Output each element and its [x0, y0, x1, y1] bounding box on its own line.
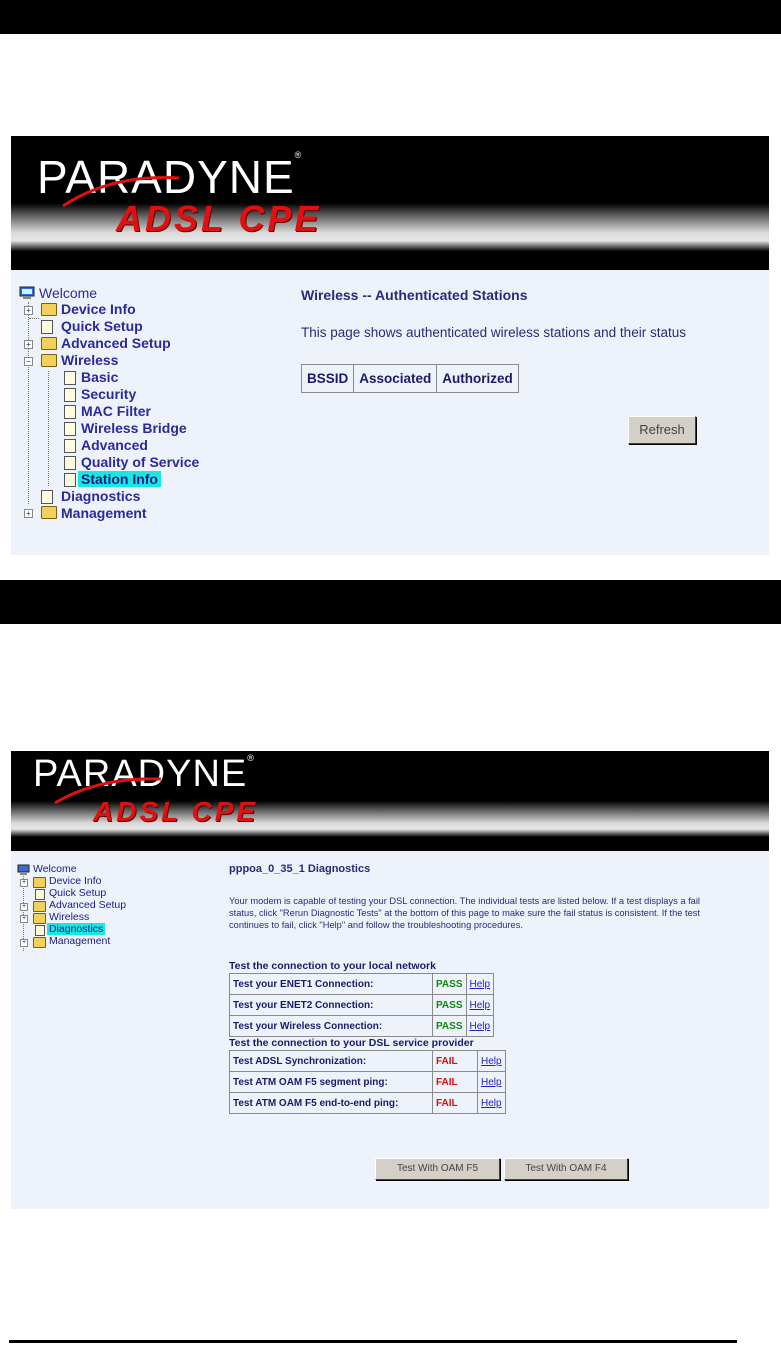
test-name: Test ATM OAM F5 end-to-end ping:: [230, 1093, 433, 1114]
document-icon: [64, 473, 76, 487]
document-icon: [64, 388, 76, 402]
content-panel: [11, 270, 769, 555]
banner: [11, 136, 769, 270]
header-black-bar: [0, 0, 781, 34]
table-row: [230, 995, 494, 1016]
test-name: Test ADSL Synchronization:: [230, 1051, 433, 1072]
expand-icon[interactable]: +: [21, 879, 27, 886]
tree-item-device-info[interactable]: Device Info: [61, 301, 136, 317]
expand-icon[interactable]: +: [21, 915, 27, 922]
expand-icon[interactable]: +: [21, 903, 27, 910]
section-black-bar: [0, 580, 781, 624]
test-oam-f5-button[interactable]: Test With OAM F5: [375, 1158, 500, 1180]
tree-item-security[interactable]: Security: [81, 386, 137, 402]
table-row: [230, 1093, 506, 1114]
description-line: continues to fail, click "Help" and follow the troubleshooting procedures.: [229, 920, 523, 930]
description-line: Your modem is capable of testing your DSL connection. The individual tests are listed below. If a test displays a fail: [229, 896, 700, 906]
brand-logo: PARADYNE®: [37, 150, 303, 203]
dsl-provider-heading: Test the connection to your DSL service provider: [229, 1037, 474, 1049]
tree-item-management[interactable]: Management: [49, 935, 111, 947]
document-icon: [41, 490, 53, 504]
collapse-icon[interactable]: −: [24, 357, 33, 366]
table-row: [230, 1016, 494, 1037]
help-link[interactable]: Help: [478, 1072, 506, 1093]
tree-item-quick-setup[interactable]: Quick Setup: [61, 318, 143, 334]
local-network-heading: Test the connection to your local network: [229, 960, 436, 972]
test-name: Test your ENET1 Connection:: [230, 974, 433, 995]
tree-item-management[interactable]: Management: [61, 505, 147, 521]
page-description: This page shows authenticated wireless stations and their status: [301, 325, 686, 340]
product-logo: ADSL CPE: [116, 198, 322, 239]
folder-icon: [41, 337, 57, 350]
tree-item-station-info[interactable]: Station Info: [78, 471, 161, 487]
tree-item-device-info[interactable]: Device Info: [49, 875, 102, 887]
test-name: Test your ENET2 Connection:: [230, 995, 433, 1016]
tree-item-quality-of-service[interactable]: Quality of Service: [81, 454, 200, 470]
table-row: [230, 974, 494, 995]
page-description: [229, 895, 765, 931]
help-link[interactable]: Help: [466, 974, 494, 995]
tree-item-quick-setup[interactable]: Quick Setup: [49, 887, 107, 899]
help-link[interactable]: Help: [466, 995, 494, 1016]
tree-item-wireless-bridge[interactable]: Wireless Bridge: [81, 420, 187, 436]
test-result: PASS: [433, 974, 467, 995]
document-icon: [35, 925, 45, 936]
expand-icon[interactable]: +: [24, 509, 33, 518]
test-name: Test ATM OAM F5 segment ping:: [230, 1072, 433, 1093]
stations-table: [301, 364, 519, 393]
test-result: FAIL: [433, 1093, 478, 1114]
folder-icon: [33, 901, 46, 912]
page-title: pppoa_0_35_1 Diagnostics: [229, 863, 371, 875]
tree-item-mac-filter[interactable]: MAC Filter: [81, 403, 151, 419]
table-row: [230, 1051, 506, 1072]
test-result: FAIL: [433, 1051, 478, 1072]
product-logo: ADSL CPE: [93, 796, 259, 827]
help-link[interactable]: Help: [466, 1016, 494, 1037]
test-oam-f4-button[interactable]: Test With OAM F4: [504, 1158, 628, 1180]
computer-icon: [19, 286, 35, 300]
document-icon: [64, 422, 76, 436]
column-header: BSSID: [302, 365, 354, 393]
expand-icon[interactable]: +: [24, 306, 33, 315]
dsl-tests-table: [229, 1050, 506, 1114]
test-name: Test your Wireless Connection:: [230, 1016, 433, 1037]
tree-item-advanced[interactable]: Advanced: [81, 437, 148, 453]
tree-item-advanced-setup[interactable]: Advanced Setup: [61, 335, 171, 351]
folder-icon: [33, 913, 46, 924]
expand-icon[interactable]: +: [21, 939, 27, 946]
tree-item-welcome[interactable]: Welcome: [39, 285, 98, 301]
diagnostics-screenshot: [11, 751, 769, 1209]
tree-item-welcome[interactable]: Welcome: [33, 863, 77, 875]
document-icon: [64, 371, 76, 385]
folder-icon: [41, 506, 57, 519]
computer-icon: [17, 864, 30, 875]
table-header-row: [302, 365, 519, 393]
folder-icon: [41, 303, 57, 316]
tree-item-diagnostics[interactable]: Diagnostics: [49, 923, 104, 935]
column-header: Authorized: [437, 365, 519, 393]
tree-item-basic[interactable]: Basic: [81, 369, 119, 385]
description-line: status, click "Rerun Diagnostic Tests" at the bottom of this page to make sure the fail status is consistent. If the test: [229, 908, 700, 918]
content-panel: [11, 851, 769, 1209]
tree-item-wireless[interactable]: Wireless: [49, 911, 90, 923]
brand-logo: PARADYNE®: [33, 753, 255, 795]
column-header: Associated: [354, 365, 437, 393]
document-icon: [35, 889, 45, 900]
tree-item-wireless[interactable]: Wireless: [61, 352, 119, 368]
test-result: PASS: [433, 1016, 467, 1037]
local-tests-table: [229, 973, 494, 1037]
test-result: FAIL: [433, 1072, 478, 1093]
document-icon: [64, 456, 76, 470]
document-icon: [64, 439, 76, 453]
document-icon: [64, 405, 76, 419]
footer-rule: [9, 1340, 737, 1343]
station-info-screenshot: [11, 136, 769, 555]
open-folder-icon: [41, 354, 57, 367]
help-link[interactable]: Help: [478, 1051, 506, 1072]
banner: [11, 751, 769, 851]
tree-item-advanced-setup[interactable]: Advanced Setup: [49, 899, 127, 911]
expand-icon[interactable]: +: [24, 340, 33, 349]
help-link[interactable]: Help: [478, 1093, 506, 1114]
table-row: [230, 1072, 506, 1093]
page-title: Wireless -- Authenticated Stations: [301, 287, 528, 303]
document-icon: [41, 320, 53, 334]
folder-icon: [33, 877, 46, 888]
tree-item-diagnostics[interactable]: Diagnostics: [61, 488, 141, 504]
refresh-button[interactable]: Refresh: [628, 416, 696, 444]
test-result: PASS: [433, 995, 467, 1016]
folder-icon: [33, 937, 46, 948]
